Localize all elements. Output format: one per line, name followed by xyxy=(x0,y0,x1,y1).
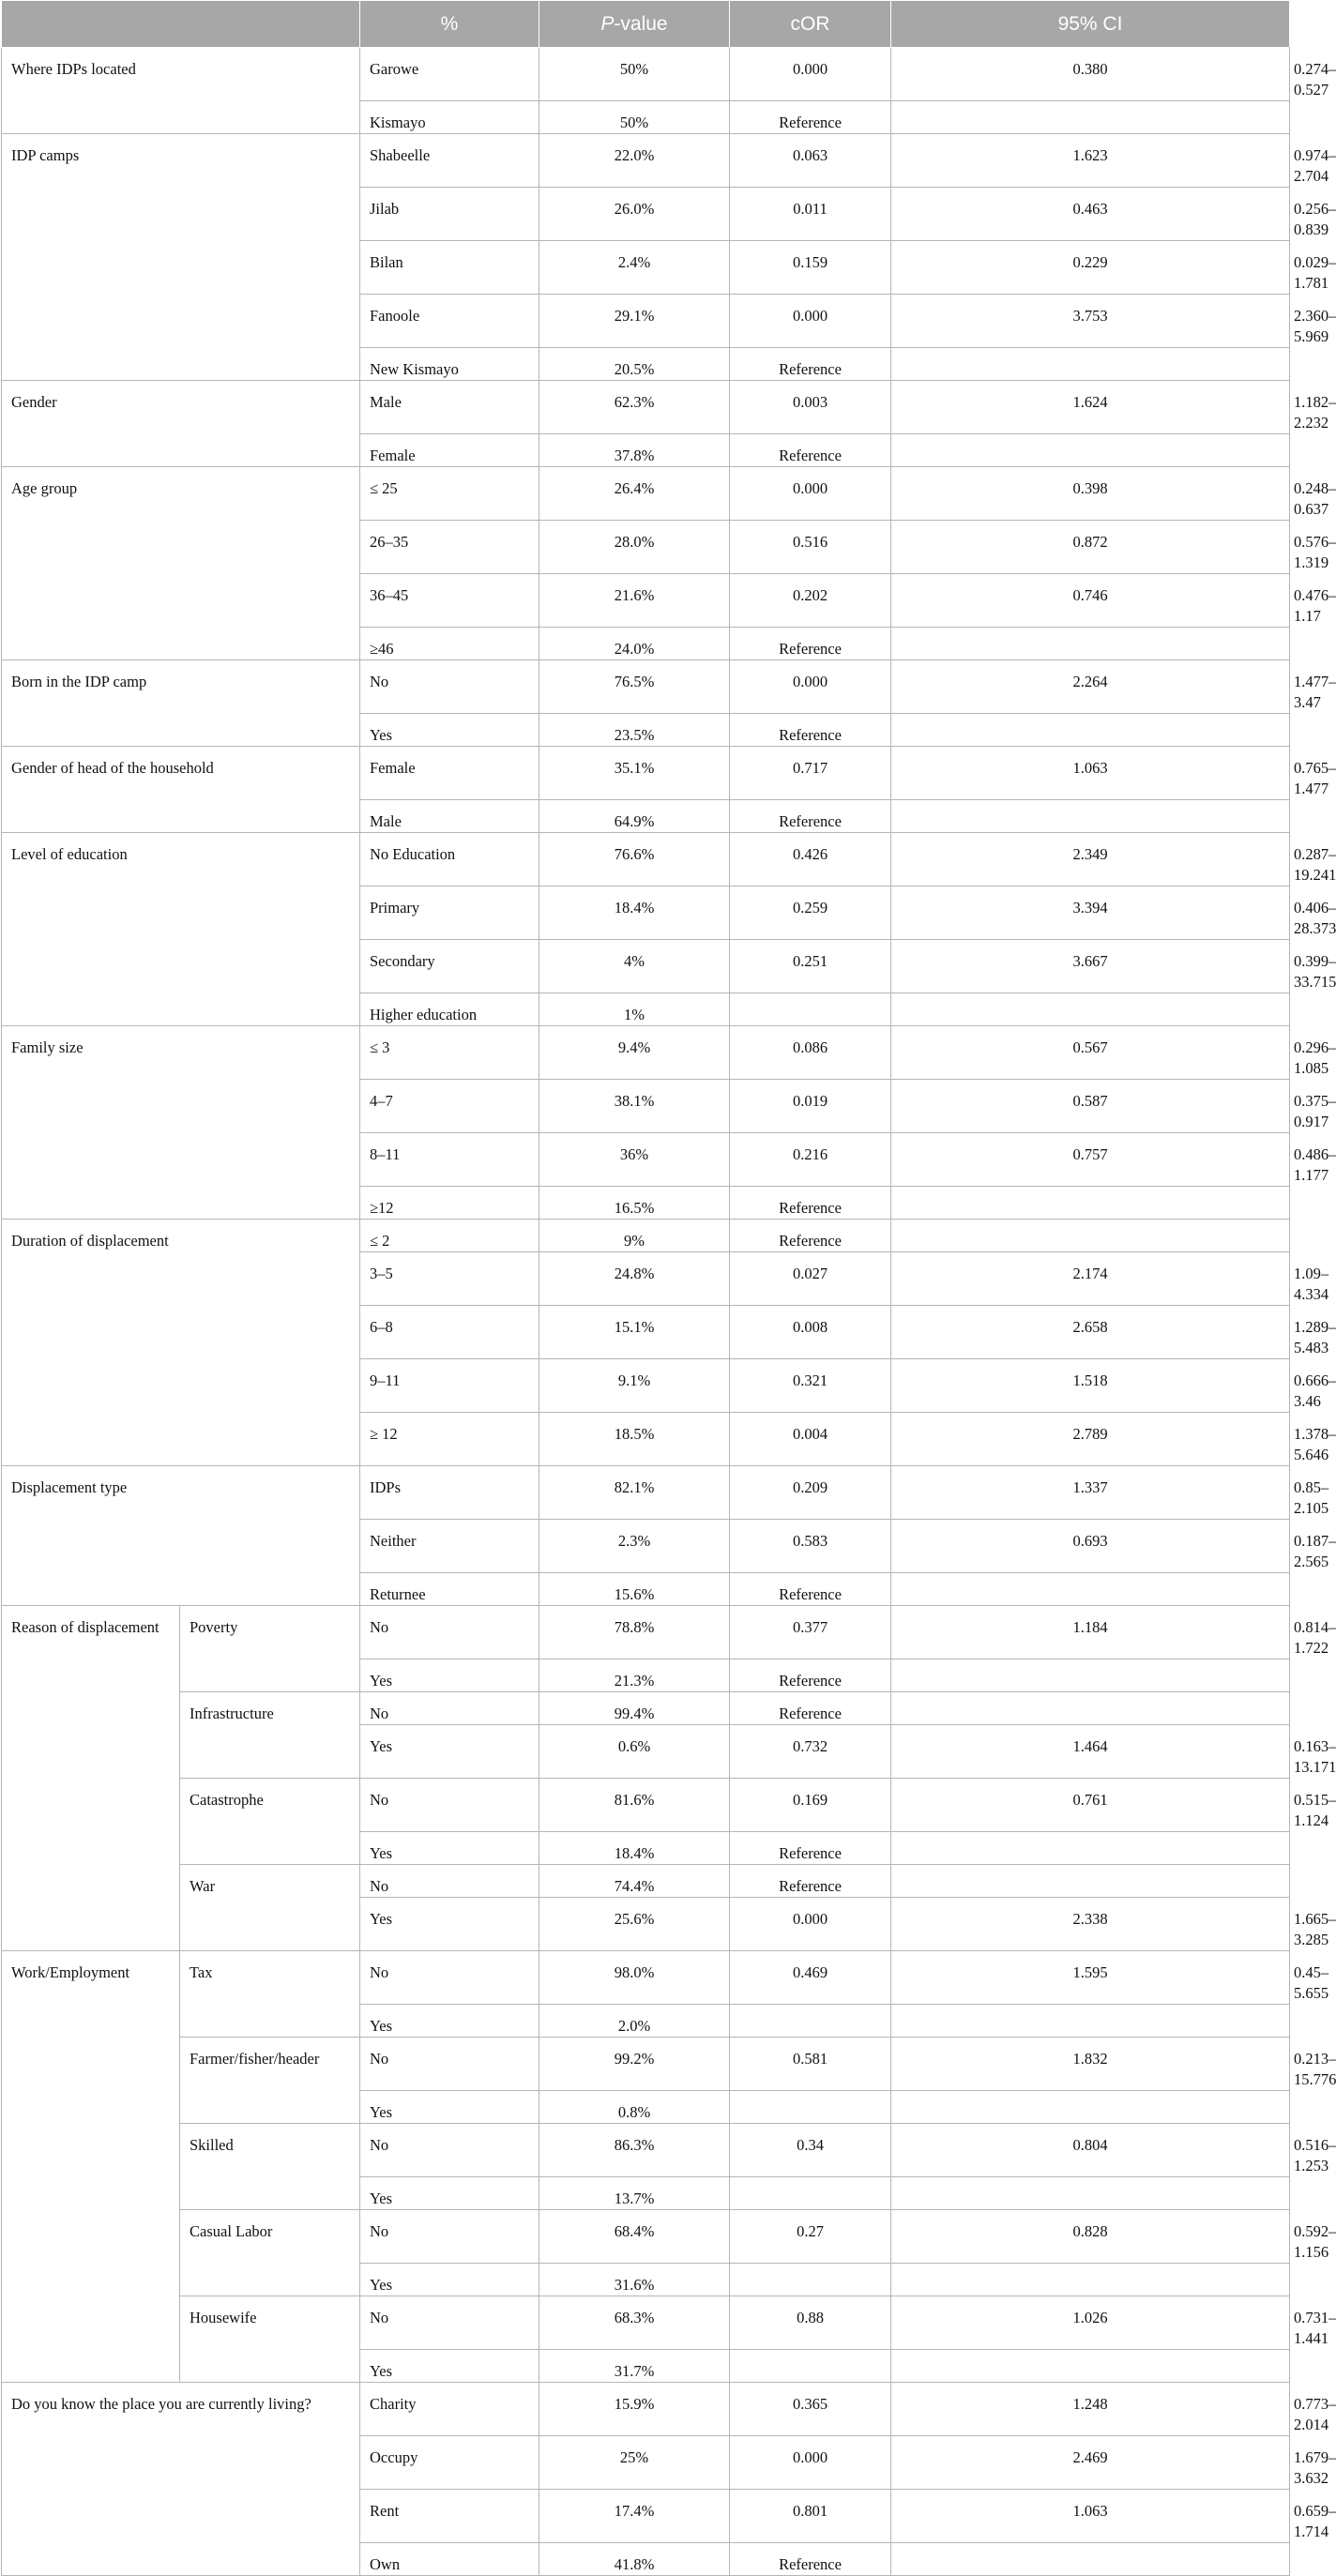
cell-cor xyxy=(891,2177,1290,2210)
table-row: Housewife No 68.3% 0.88 1.026 0.731–1.441 xyxy=(2,2296,1290,2350)
cell-category: Charity xyxy=(360,2383,539,2436)
cell-percent: 50% xyxy=(539,101,730,134)
header-p-italic: P xyxy=(600,12,615,35)
cell-percent: 68.3% xyxy=(539,2296,730,2350)
cell-percent: 17.4% xyxy=(539,2490,730,2543)
cell-category: Occupy xyxy=(360,2436,539,2490)
cell-cor xyxy=(891,714,1290,747)
cell-percent: 99.4% xyxy=(539,1692,730,1725)
cell-percent: 18.5% xyxy=(539,1413,730,1466)
cell-p-value: 0.003 xyxy=(730,381,891,434)
cell-cor xyxy=(891,1692,1290,1725)
cell-p-value xyxy=(730,2091,891,2124)
cell-cor: 1.063 xyxy=(891,747,1290,800)
cell-percent: 50% xyxy=(539,48,730,101)
cell-cor: 1.248 xyxy=(891,2383,1290,2436)
cell-category: No xyxy=(360,1951,539,2005)
table-row: Casual Labor No 68.4% 0.27 0.828 0.592–1.156 xyxy=(2,2210,1290,2264)
cell-p-value: 0.251 xyxy=(730,940,891,993)
cell-category: Jilab xyxy=(360,188,539,241)
cell-category: Fanoole xyxy=(360,295,539,348)
cell-cor xyxy=(891,628,1290,660)
cell-p-value: Reference xyxy=(730,714,891,747)
table-row xyxy=(2,1865,1290,1898)
cell-p-value: Reference xyxy=(730,1692,891,1725)
cell-percent: 15.1% xyxy=(539,1306,730,1359)
group-label: Where IDPs located xyxy=(2,48,360,134)
table-row: Catastrophe No 81.6% 0.169 0.761 0.515–1.124 xyxy=(2,1779,1290,1832)
cell-p-value: 0.583 xyxy=(730,1520,891,1573)
group-label: Age group xyxy=(2,467,360,660)
cell-cor: 3.753 xyxy=(891,295,1290,348)
cell-category: Shabeelle xyxy=(360,134,539,188)
cell-category: 26–35 xyxy=(360,521,539,574)
subgroup-label: Farmer/fisher/header xyxy=(180,2038,360,2124)
cell-percent: 9.1% xyxy=(539,1359,730,1413)
cell-cor xyxy=(891,1865,1290,1898)
cell-cor: 1.063 xyxy=(891,2490,1290,2543)
cell-cor xyxy=(891,2091,1290,2124)
cell-category: No xyxy=(360,2124,539,2177)
cell-category: Yes xyxy=(360,714,539,747)
table-row: Gender Male 62.3% 0.003 1.624 1.182–2.232 xyxy=(2,381,1290,434)
group-label: Gender xyxy=(2,381,360,467)
cell-cor: 2.349 xyxy=(891,833,1290,886)
cell-cor: 0.398 xyxy=(891,467,1290,521)
cell-cor xyxy=(891,2264,1290,2296)
cell-cor xyxy=(891,348,1290,381)
subgroup-label: Tax xyxy=(180,1951,360,2038)
cell-category: ≥46 xyxy=(360,628,539,660)
cell-cor: 1.518 xyxy=(891,1359,1290,1413)
cell-percent: 16.5% xyxy=(539,1187,730,1220)
cell-category: Female xyxy=(360,434,539,467)
cell-p-value: 0.365 xyxy=(730,2383,891,2436)
cell-p-value: Reference xyxy=(730,101,891,134)
cell-p-value: 0.169 xyxy=(730,1779,891,1832)
cell-percent: 25.6% xyxy=(539,1898,730,1951)
cell-category: ≥12 xyxy=(360,1187,539,1220)
cell-category: 8–11 xyxy=(360,1133,539,1187)
cell-p-value: Reference xyxy=(730,1220,891,1252)
cell-cor xyxy=(891,1187,1290,1220)
cell-p-value: 0.717 xyxy=(730,747,891,800)
cell-p-value: 0.732 xyxy=(730,1725,891,1779)
cell-cor: 0.761 xyxy=(891,1779,1290,1832)
cell-cor: 1.595 xyxy=(891,1951,1290,2005)
cell-cor: 1.832 xyxy=(891,2038,1290,2091)
table-row xyxy=(2,1220,1290,1252)
cell-cor xyxy=(891,2005,1290,2038)
cell-cor: 1.337 xyxy=(891,1466,1290,1520)
cell-percent: 28.0% xyxy=(539,521,730,574)
cell-category: Yes xyxy=(360,2091,539,2124)
cell-p-value: 0.801 xyxy=(730,2490,891,2543)
cell-percent: 62.3% xyxy=(539,381,730,434)
cell-cor xyxy=(891,993,1290,1026)
cell-category: 6–8 xyxy=(360,1306,539,1359)
cell-category: Secondary xyxy=(360,940,539,993)
cell-cor: 3.667 xyxy=(891,940,1290,993)
cell-percent: 29.1% xyxy=(539,295,730,348)
header-blank xyxy=(2,1,360,48)
cell-percent: 0.6% xyxy=(539,1725,730,1779)
table-row: Skilled No 86.3% 0.34 0.804 0.516–1.253 xyxy=(2,2124,1290,2177)
cell-p-value: 0.426 xyxy=(730,833,891,886)
cell-p-value: 0.000 xyxy=(730,660,891,714)
cell-category: Returnee xyxy=(360,1573,539,1606)
cell-percent: 64.9% xyxy=(539,800,730,833)
cell-category: ≤ 2 xyxy=(360,1220,539,1252)
cell-p-value: 0.000 xyxy=(730,295,891,348)
table-row: Secondary 4% 0.251 3.667 0.399–33.715 xyxy=(2,940,1290,993)
group-label: Work/Employment xyxy=(2,1951,180,2383)
cell-percent: 23.5% xyxy=(539,714,730,747)
cell-p-value: Reference xyxy=(730,1865,891,1898)
cell-cor xyxy=(891,101,1290,134)
table-row: Primary 18.4% 0.259 3.394 0.406–28.373 xyxy=(2,886,1290,940)
cell-percent: 9% xyxy=(539,1220,730,1252)
cell-percent: 0.8% xyxy=(539,2091,730,2124)
cell-p-value: 0.34 xyxy=(730,2124,891,2177)
cell-p-value: Reference xyxy=(730,1187,891,1220)
header-row xyxy=(2,1,1290,48)
cell-percent: 68.4% xyxy=(539,2210,730,2264)
table-row: Rent 17.4% 0.801 1.063 0.659–1.714 xyxy=(2,2490,1290,2543)
cell-percent: 22.0% xyxy=(539,134,730,188)
cell-category: 36–45 xyxy=(360,574,539,628)
cell-category: No xyxy=(360,2296,539,2350)
cell-category: ≥ 12 xyxy=(360,1413,539,1466)
cell-percent: 25% xyxy=(539,2436,730,2490)
cell-p-value xyxy=(730,993,891,1026)
cell-p-value: 0.086 xyxy=(730,1026,891,1080)
cell-percent: 74.4% xyxy=(539,1865,730,1898)
cell-p-value: 0.259 xyxy=(730,886,891,940)
cell-category: New Kismayo xyxy=(360,348,539,381)
cell-p-value: 0.004 xyxy=(730,1413,891,1466)
subgroup-label: Poverty xyxy=(180,1606,360,1692)
cell-p-value: 0.000 xyxy=(730,1898,891,1951)
cell-percent: 36% xyxy=(539,1133,730,1187)
cell-cor: 3.394 xyxy=(891,886,1290,940)
cell-category: 4–7 xyxy=(360,1080,539,1133)
cell-p-value: 0.011 xyxy=(730,188,891,241)
cell-category: Neither xyxy=(360,1520,539,1573)
cell-percent: 1% xyxy=(539,993,730,1026)
table-row: Age group ≤ 25 26.4% 0.000 0.398 0.248–0.637 xyxy=(2,467,1290,521)
subgroup-label: Infrastructure xyxy=(180,1692,360,1779)
cell-cor xyxy=(891,2543,1290,2576)
cell-percent: 21.6% xyxy=(539,574,730,628)
cell-cor: 0.693 xyxy=(891,1520,1290,1573)
cell-percent: 31.6% xyxy=(539,2264,730,2296)
header-percent: % xyxy=(360,1,539,48)
cell-p-value: 0.000 xyxy=(730,48,891,101)
header-p-value xyxy=(539,1,730,48)
table-row: Displacement type IDPs 82.1% 0.209 1.337 0.85–2.105 xyxy=(2,1466,1290,1520)
table-row: Level of education No Education 76.6% 0.426 2.349 0.287–19.241 xyxy=(2,833,1290,886)
cell-category: Male xyxy=(360,800,539,833)
cell-category: Higher education xyxy=(360,993,539,1026)
cell-category: No xyxy=(360,1779,539,1832)
cell-percent: 24.8% xyxy=(539,1252,730,1306)
cell-p-value: 0.516 xyxy=(730,521,891,574)
cell-percent: 15.6% xyxy=(539,1573,730,1606)
table-row: Where IDPs located Garowe 50% 0.000 0.380 0.274–0.527 xyxy=(2,48,1290,101)
cell-category: No xyxy=(360,1606,539,1659)
table-row: Reason of displacement Poverty No 78.8% 0.377 1.184 0.814–1.722 xyxy=(2,1606,1290,1659)
cell-percent: 26.0% xyxy=(539,188,730,241)
cell-cor xyxy=(891,434,1290,467)
cell-percent: 4% xyxy=(539,940,730,993)
cell-category: Kismayo xyxy=(360,101,539,134)
cell-p-value: 0.27 xyxy=(730,2210,891,2264)
cell-category: ≤ 25 xyxy=(360,467,539,521)
cell-p-value: 0.027 xyxy=(730,1252,891,1306)
cell-p-value: 0.159 xyxy=(730,241,891,295)
cell-percent: 2.4% xyxy=(539,241,730,295)
subgroup-label: Skilled xyxy=(180,2124,360,2210)
cell-category: Yes xyxy=(360,2177,539,2210)
cell-category: Yes xyxy=(360,2005,539,2038)
table-row: Gender of head of the household Female 35.1% 0.717 1.063 0.765–1.477 xyxy=(2,747,1290,800)
cell-cor: 1.184 xyxy=(891,1606,1290,1659)
cell-cor: 0.746 xyxy=(891,574,1290,628)
table-row: Bilan 2.4% 0.159 0.229 0.029–1.781 xyxy=(2,241,1290,295)
cell-cor xyxy=(891,1659,1290,1692)
cell-cor xyxy=(891,1220,1290,1252)
table-row: IDP camps Shabeelle 22.0% 0.063 1.623 0.974–2.704 xyxy=(2,134,1290,188)
cell-cor: 1.026 xyxy=(891,2296,1290,2350)
cell-category: Yes xyxy=(360,2264,539,2296)
cell-cor: 1.624 xyxy=(891,381,1290,434)
table-row: 9–11 9.1% 0.321 1.518 0.666–3.46 xyxy=(2,1359,1290,1413)
cell-cor: 0.828 xyxy=(891,2210,1290,2264)
cell-p-value: 0.377 xyxy=(730,1606,891,1659)
cell-percent: 24.0% xyxy=(539,628,730,660)
cell-p-value xyxy=(730,2177,891,2210)
cell-percent: 37.8% xyxy=(539,434,730,467)
cell-cor: 0.229 xyxy=(891,241,1290,295)
cell-p-value: Reference xyxy=(730,348,891,381)
table-row: ≥ 12 18.5% 0.004 2.789 1.378–5.646 xyxy=(2,1413,1290,1466)
results-table xyxy=(1,0,1336,2576)
table-row: Do you know the place you are currently living? Charity 15.9% 0.365 1.248 0.773–2.014 xyxy=(2,2383,1290,2436)
table-row: Work/Employment Tax No 98.0% 0.469 1.595 0.45–5.655 xyxy=(2,1951,1290,2005)
cell-category: Yes xyxy=(360,1832,539,1865)
cell-cor: 2.658 xyxy=(891,1306,1290,1359)
table-row: Neither 2.3% 0.583 0.693 0.187–2.565 xyxy=(2,1520,1290,1573)
cell-percent: 38.1% xyxy=(539,1080,730,1133)
cell-p-value xyxy=(730,2005,891,2038)
cell-cor xyxy=(891,1573,1290,1606)
cell-cor: 0.380 xyxy=(891,48,1290,101)
subgroup-label: Housewife xyxy=(180,2296,360,2383)
subgroup-label: Casual Labor xyxy=(180,2210,360,2296)
table-row: Fanoole 29.1% 0.000 3.753 2.360–5.969 xyxy=(2,295,1290,348)
cell-p-value: 0.581 xyxy=(730,2038,891,2091)
table-row: 36–45 21.6% 0.202 0.746 0.476–1.17 xyxy=(2,574,1290,628)
table-row: 26–35 28.0% 0.516 0.872 0.576–1.319 xyxy=(2,521,1290,574)
table-row: 6–8 15.1% 0.008 2.658 1.289–5.483 xyxy=(2,1306,1290,1359)
cell-category: Yes xyxy=(360,1898,539,1951)
cell-category: Rent xyxy=(360,2490,539,2543)
cell-percent: 76.6% xyxy=(539,833,730,886)
cell-percent: 76.5% xyxy=(539,660,730,714)
header-cor: cOR xyxy=(730,1,891,48)
cell-percent: 9.4% xyxy=(539,1026,730,1080)
cell-percent: 99.2% xyxy=(539,2038,730,2091)
cell-category: Own xyxy=(360,2543,539,2576)
cell-percent: 15.9% xyxy=(539,2383,730,2436)
cell-p-value: 0.000 xyxy=(730,2436,891,2490)
cell-category: 9–11 xyxy=(360,1359,539,1413)
cell-percent: 31.7% xyxy=(539,2350,730,2383)
table-row: Occupy 25% 0.000 2.469 1.679–3.632 xyxy=(2,2436,1290,2490)
cell-p-value: 0.202 xyxy=(730,574,891,628)
cell-category: Yes xyxy=(360,1659,539,1692)
table-row: Yes 25.6% 0.000 2.338 1.665–3.285 xyxy=(2,1898,1290,1951)
cell-p-value: 0.469 xyxy=(730,1951,891,2005)
cell-category: No xyxy=(360,2038,539,2091)
cell-cor: 2.338 xyxy=(891,1898,1290,1951)
cell-category: Female xyxy=(360,747,539,800)
cell-cor: 1.464 xyxy=(891,1725,1290,1779)
cell-p-value xyxy=(730,2264,891,2296)
cell-cor: 0.567 xyxy=(891,1026,1290,1080)
cell-category: 3–5 xyxy=(360,1252,539,1306)
cell-percent: 86.3% xyxy=(539,2124,730,2177)
cell-p-value: Reference xyxy=(730,1832,891,1865)
cell-percent: 21.3% xyxy=(539,1659,730,1692)
cell-cor: 2.789 xyxy=(891,1413,1290,1466)
cell-category: Bilan xyxy=(360,241,539,295)
cell-percent: 18.4% xyxy=(539,1832,730,1865)
cell-cor: 0.587 xyxy=(891,1080,1290,1133)
cell-cor xyxy=(891,1832,1290,1865)
cell-percent: 20.5% xyxy=(539,348,730,381)
cell-percent: 81.6% xyxy=(539,1779,730,1832)
cell-cor: 0.757 xyxy=(891,1133,1290,1187)
cell-percent: 2.0% xyxy=(539,2005,730,2038)
cell-cor xyxy=(891,800,1290,833)
group-label: Gender of head of the household xyxy=(2,747,360,833)
table-row: 3–5 24.8% 0.027 2.174 1.09–4.334 xyxy=(2,1252,1290,1306)
cell-percent: 82.1% xyxy=(539,1466,730,1520)
group-label: Do you know the place you are currently living? xyxy=(2,2383,360,2576)
group-label: Born in the IDP camp xyxy=(2,660,360,747)
cell-p-value xyxy=(730,2350,891,2383)
cell-category: IDPs xyxy=(360,1466,539,1520)
cell-p-value: 0.019 xyxy=(730,1080,891,1133)
cell-percent: 13.7% xyxy=(539,2177,730,2210)
cell-p-value: Reference xyxy=(730,434,891,467)
group-label: Displacement type xyxy=(2,1466,360,1606)
cell-category: No xyxy=(360,2210,539,2264)
cell-category: Primary xyxy=(360,886,539,940)
table-row: 4–7 38.1% 0.019 0.587 0.375–0.917 xyxy=(2,1080,1290,1133)
cell-p-value: Reference xyxy=(730,628,891,660)
cell-p-value: 0.209 xyxy=(730,1466,891,1520)
table-row: Jilab 26.0% 0.011 0.463 0.256–0.839 xyxy=(2,188,1290,241)
cell-p-value: 0.000 xyxy=(730,467,891,521)
cell-percent: 2.3% xyxy=(539,1520,730,1573)
group-label: Duration of displacement xyxy=(2,1220,360,1466)
cell-category: No xyxy=(360,1692,539,1725)
cell-category: Yes xyxy=(360,2350,539,2383)
table-body xyxy=(2,48,1336,2576)
group-label: Level of education xyxy=(2,833,360,1026)
table-row: Yes 0.6% 0.732 1.464 0.163–13.171 xyxy=(2,1725,1290,1779)
cell-percent: 18.4% xyxy=(539,886,730,940)
cell-cor: 2.264 xyxy=(891,660,1290,714)
cell-p-value: 0.063 xyxy=(730,134,891,188)
cell-percent: 98.0% xyxy=(539,1951,730,2005)
subgroup-label: Catastrophe xyxy=(180,1779,360,1865)
group-label: IDP camps xyxy=(2,134,360,381)
cell-category: Garowe xyxy=(360,48,539,101)
table-row xyxy=(2,1692,1290,1725)
cell-category: No xyxy=(360,660,539,714)
table-row: 8–11 36% 0.216 0.757 0.486–1.177 xyxy=(2,1133,1290,1187)
cell-percent: 78.8% xyxy=(539,1606,730,1659)
cell-cor: 0.804 xyxy=(891,2124,1290,2177)
group-label: Reason of displacement xyxy=(2,1606,180,1951)
cell-percent: 26.4% xyxy=(539,467,730,521)
cell-category: Yes xyxy=(360,1725,539,1779)
cell-cor: 2.469 xyxy=(891,2436,1290,2490)
cell-cor xyxy=(891,2350,1290,2383)
cell-category: No xyxy=(360,1865,539,1898)
cell-category: ≤ 3 xyxy=(360,1026,539,1080)
cell-category: Male xyxy=(360,381,539,434)
cell-cor: 0.872 xyxy=(891,521,1290,574)
cell-percent: 41.8% xyxy=(539,2543,730,2576)
cell-p-value: Reference xyxy=(730,800,891,833)
group-label: Family size xyxy=(2,1026,360,1220)
cell-cor: 0.463 xyxy=(891,188,1290,241)
header-ci: 95% CI xyxy=(891,1,1290,48)
cell-p-value: 0.008 xyxy=(730,1306,891,1359)
cell-p-value: 0.321 xyxy=(730,1359,891,1413)
table-row: Farmer/fisher/header No 99.2% 0.581 1.832 0.213–15.776 xyxy=(2,2038,1290,2091)
cell-p-value: Reference xyxy=(730,1573,891,1606)
cell-percent: 35.1% xyxy=(539,747,730,800)
cell-p-value: Reference xyxy=(730,2543,891,2576)
header-p-rest: -value xyxy=(614,12,668,35)
table-row: Family size ≤ 3 9.4% 0.086 0.567 0.296–1.085 xyxy=(2,1026,1290,1080)
cell-p-value: Reference xyxy=(730,1659,891,1692)
cell-category: No Education xyxy=(360,833,539,886)
table-row: Born in the IDP camp No 76.5% 0.000 2.264 1.477–3.47 xyxy=(2,660,1290,714)
cell-p-value: 0.216 xyxy=(730,1133,891,1187)
cell-cor: 1.623 xyxy=(891,134,1290,188)
cell-cor: 2.174 xyxy=(891,1252,1290,1306)
cell-p-value: 0.88 xyxy=(730,2296,891,2350)
subgroup-label: War xyxy=(180,1865,360,1951)
